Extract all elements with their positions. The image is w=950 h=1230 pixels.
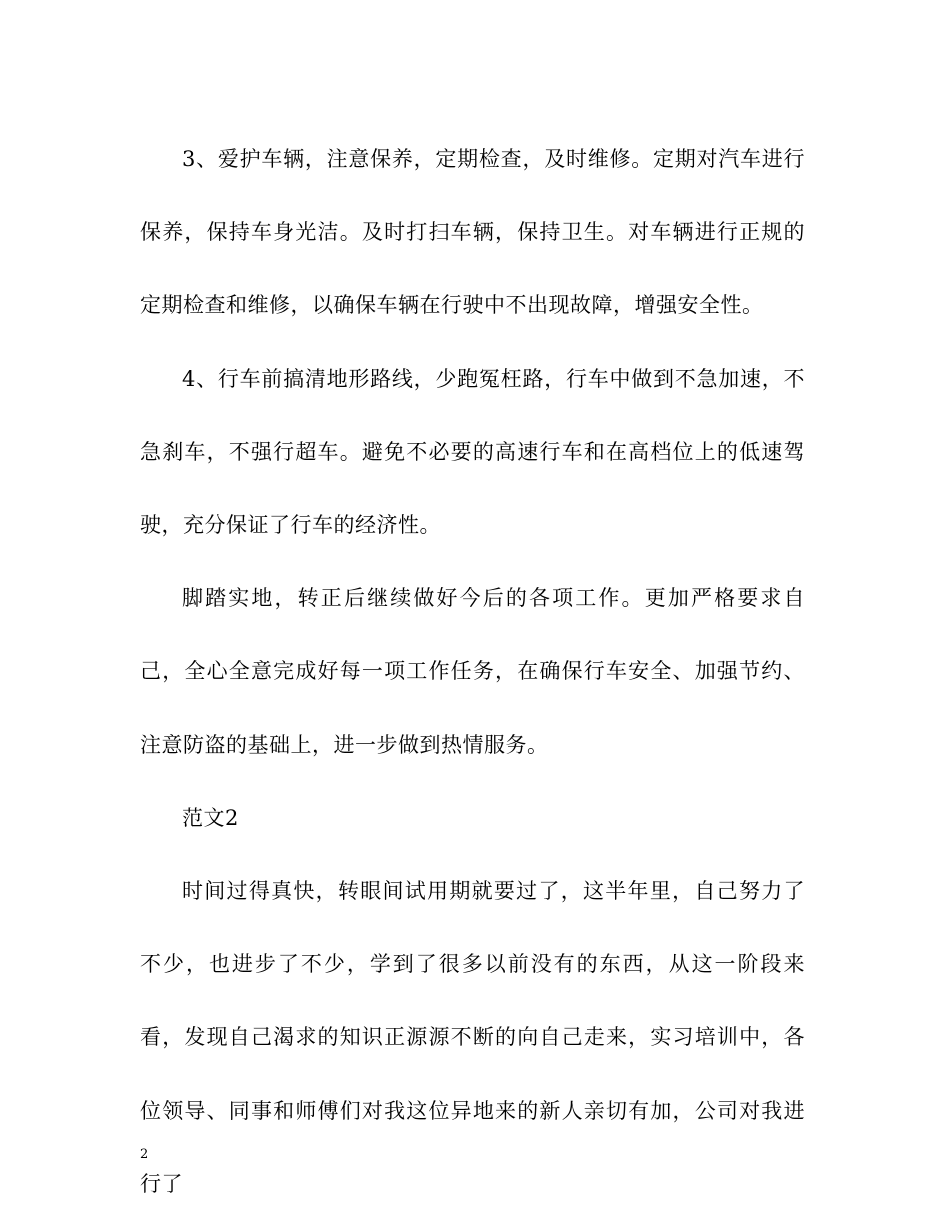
paragraph-work-commitment: 脚踏实地，转正后继续做好今后的各项工作。更加严格要求自己，全心全意完成好每一项工作任务，在确保行车安全、加强节约、注意防盗的基础上，进一步做到热情服务。: [140, 586, 805, 757]
paragraph-driving-route: 4、行车前搞清地形路线，少跑冤枉路，行车中做到不急加速，不急刹车，不强行超车。避免不必要的高速行车和在高档位上的低速驾驶，充分保证了行车的经济性。: [140, 366, 805, 538]
page-number: 2: [140, 1147, 149, 1162]
paragraph-vehicle-maintenance: 3、爱护车辆，注意保养，定期检查，及时维修。定期对汽车进行保养，保持车身光洁。及时打扫车辆，保持卫生。对车辆进行正规的定期检查和维修，以确保车辆在行驶中不出现故障，增强安全性。: [140, 147, 805, 318]
body-text: [140, 123, 805, 1221]
sample-heading: 范文2: [182, 805, 239, 830]
paragraph-probation-summary: 时间过得真快，转眼间试用期就要过了，这半年里，自己努力了不少，也进步了不少，学到了很多以前没有的东西，从这一阶段来看，发现自己渴求的知识正源源不断的向自己走来，实习培训中，各位领导、同事和师傅们对我这位异地来的新人亲切有加，公司对我进行了: [140, 879, 805, 1196]
